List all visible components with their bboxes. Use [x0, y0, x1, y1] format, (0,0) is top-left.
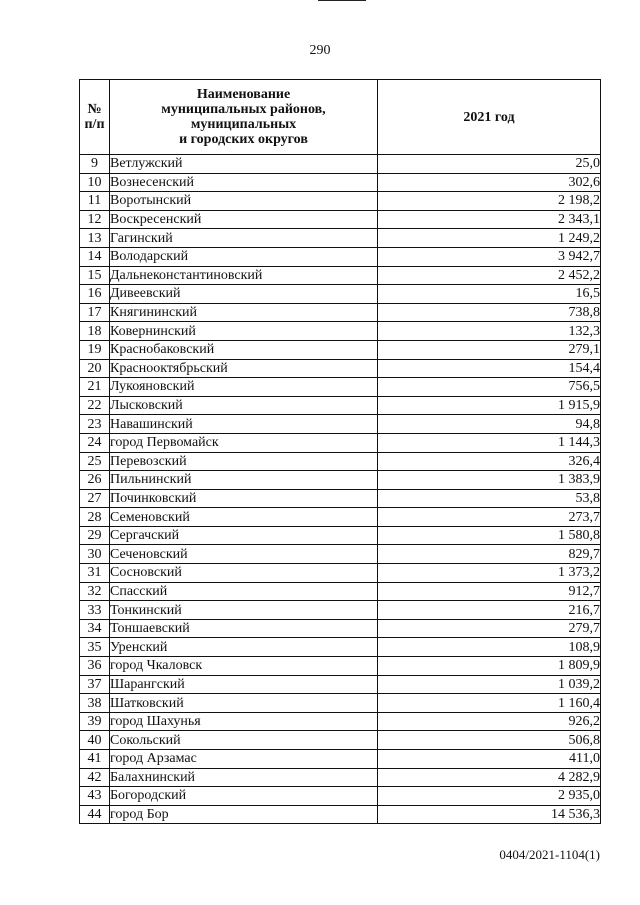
district-name: Сеченовский [110, 545, 378, 564]
table-row [80, 192, 601, 211]
value-2021: 273,7 [378, 508, 601, 527]
value-2021: 1 809,9 [378, 657, 601, 676]
value-2021: 1 373,2 [378, 564, 601, 583]
table-row [80, 508, 601, 527]
table-row [80, 359, 601, 378]
table-row [80, 155, 601, 174]
table-row [80, 173, 601, 192]
table-row [80, 285, 601, 304]
value-2021: 25,0 [378, 155, 601, 174]
document-code: 0404/2021-1104(1) [499, 847, 600, 862]
table-row [80, 712, 601, 731]
table-row [80, 601, 601, 620]
table-row [80, 750, 601, 769]
value-2021: 132,3 [378, 322, 601, 341]
value-2021: 279,7 [378, 619, 601, 638]
row-number: 9 [80, 155, 110, 174]
district-name: Сокольский [110, 731, 378, 750]
district-name: Тонкинский [110, 601, 378, 620]
district-name: Сосновский [110, 564, 378, 583]
value-2021: 4 282,9 [378, 768, 601, 787]
table-row [80, 266, 601, 285]
header-name-line: Наименование [196, 87, 291, 102]
district-name: Перевозский [110, 452, 378, 471]
row-number: 35 [80, 638, 110, 657]
table-row [80, 526, 601, 545]
row-number: 17 [80, 303, 110, 322]
district-name: город Шахунья [110, 712, 378, 731]
header-row [80, 80, 601, 155]
row-number: 36 [80, 657, 110, 676]
top-rule [318, 0, 366, 1]
district-name: Краснобаковский [110, 340, 378, 359]
row-number: 37 [80, 675, 110, 694]
row-number: 26 [80, 471, 110, 490]
row-number: 15 [80, 266, 110, 285]
district-name: Шатковский [110, 694, 378, 713]
row-number: 25 [80, 452, 110, 471]
district-name: Семеновский [110, 508, 378, 527]
page-number: 290 [309, 43, 331, 58]
district-name: Пильнинский [110, 471, 378, 490]
district-name: Дальнеконстантиновский [110, 266, 378, 285]
district-name: Лысковский [110, 396, 378, 415]
value-2021: 411,0 [378, 750, 601, 769]
district-name: Починковский [110, 489, 378, 508]
header-number-line: п/п [84, 117, 105, 132]
district-name: Гагинский [110, 229, 378, 248]
table-row [80, 545, 601, 564]
table-row [80, 415, 601, 434]
table-row [80, 247, 601, 266]
row-number: 12 [80, 210, 110, 229]
table-row [80, 638, 601, 657]
row-number: 41 [80, 750, 110, 769]
data-table [79, 79, 601, 824]
row-number: 34 [80, 619, 110, 638]
row-number: 24 [80, 433, 110, 452]
table-row [80, 768, 601, 787]
row-number: 21 [80, 378, 110, 397]
value-2021: 829,7 [378, 545, 601, 564]
value-2021: 2 198,2 [378, 192, 601, 211]
value-2021: 3 942,7 [378, 247, 601, 266]
value-2021: 1 160,4 [378, 694, 601, 713]
value-2021: 756,5 [378, 378, 601, 397]
header-number-line: № [87, 102, 102, 117]
row-number: 38 [80, 694, 110, 713]
row-number: 23 [80, 415, 110, 434]
table-row [80, 564, 601, 583]
row-number: 19 [80, 340, 110, 359]
value-2021: 738,8 [378, 303, 601, 322]
value-2021: 2 452,2 [378, 266, 601, 285]
row-number: 10 [80, 173, 110, 192]
district-name: Воротынский [110, 192, 378, 211]
district-name: Сергачский [110, 526, 378, 545]
row-number: 11 [80, 192, 110, 211]
table-row [80, 694, 601, 713]
value-2021: 326,4 [378, 452, 601, 471]
table-body [80, 155, 601, 824]
row-number: 32 [80, 582, 110, 601]
district-name: Вознесенский [110, 173, 378, 192]
table-row [80, 396, 601, 415]
value-2021: 302,6 [378, 173, 601, 192]
district-name: Воскресенский [110, 210, 378, 229]
table-row [80, 378, 601, 397]
district-name: Краснооктябрьский [110, 359, 378, 378]
value-2021: 1 915,9 [378, 396, 601, 415]
district-name: Дивеевский [110, 285, 378, 304]
district-name: Балахнинский [110, 768, 378, 787]
district-name: город Бор [110, 805, 378, 824]
district-name: город Первомайск [110, 433, 378, 452]
header-number [80, 80, 110, 155]
table-row [80, 619, 601, 638]
table-row [80, 675, 601, 694]
table-row [80, 452, 601, 471]
header-name-line: муниципальных [190, 117, 297, 132]
value-2021: 154,4 [378, 359, 601, 378]
table-row [80, 657, 601, 676]
row-number: 28 [80, 508, 110, 527]
row-number: 31 [80, 564, 110, 583]
district-name: Ковернинский [110, 322, 378, 341]
district-name: Уренский [110, 638, 378, 657]
district-name: Ветлужский [110, 155, 378, 174]
row-number: 14 [80, 247, 110, 266]
district-name: Шарангский [110, 675, 378, 694]
value-2021: 53,8 [378, 489, 601, 508]
header-name [110, 80, 378, 155]
district-name: Княгининский [110, 303, 378, 322]
table-row [80, 582, 601, 601]
row-number: 33 [80, 601, 110, 620]
value-2021: 912,7 [378, 582, 601, 601]
table-row [80, 489, 601, 508]
value-2021: 1 249,2 [378, 229, 601, 248]
district-name: Тоншаевский [110, 619, 378, 638]
row-number: 40 [80, 731, 110, 750]
district-name: город Арзамас [110, 750, 378, 769]
table-row [80, 229, 601, 248]
table-row [80, 805, 601, 824]
row-number: 42 [80, 768, 110, 787]
row-number: 30 [80, 545, 110, 564]
value-2021: 506,8 [378, 731, 601, 750]
row-number: 43 [80, 787, 110, 806]
table-row [80, 210, 601, 229]
value-2021: 14 536,3 [378, 805, 601, 824]
row-number: 20 [80, 359, 110, 378]
table-row [80, 471, 601, 490]
row-number: 29 [80, 526, 110, 545]
value-2021: 1 144,3 [378, 433, 601, 452]
district-name: Лукояновский [110, 378, 378, 397]
district-name: Навашинский [110, 415, 378, 434]
table-row [80, 340, 601, 359]
header-name-line: и городских округов [179, 132, 308, 147]
district-name: город Чкаловск [110, 657, 378, 676]
value-2021: 108,9 [378, 638, 601, 657]
value-2021: 279,1 [378, 340, 601, 359]
table-row [80, 303, 601, 322]
district-name: Спасский [110, 582, 378, 601]
value-2021: 16,5 [378, 285, 601, 304]
row-number: 16 [80, 285, 110, 304]
value-2021: 1 580,8 [378, 526, 601, 545]
table-row [80, 731, 601, 750]
table-row [80, 787, 601, 806]
row-number: 22 [80, 396, 110, 415]
value-2021: 2 343,1 [378, 210, 601, 229]
value-2021: 1 039,2 [378, 675, 601, 694]
district-name: Володарский [110, 247, 378, 266]
table-row [80, 433, 601, 452]
header-name-line: муниципальных районов, [161, 102, 326, 117]
row-number: 13 [80, 229, 110, 248]
row-number: 18 [80, 322, 110, 341]
value-2021: 1 383,9 [378, 471, 601, 490]
district-name: Богородский [110, 787, 378, 806]
value-2021: 926,2 [378, 712, 601, 731]
row-number: 39 [80, 712, 110, 731]
row-number: 44 [80, 805, 110, 824]
row-number: 27 [80, 489, 110, 508]
header-year: 2021 год [378, 80, 601, 155]
value-2021: 2 935,0 [378, 787, 601, 806]
value-2021: 216,7 [378, 601, 601, 620]
table-row [80, 322, 601, 341]
value-2021: 94,8 [378, 415, 601, 434]
